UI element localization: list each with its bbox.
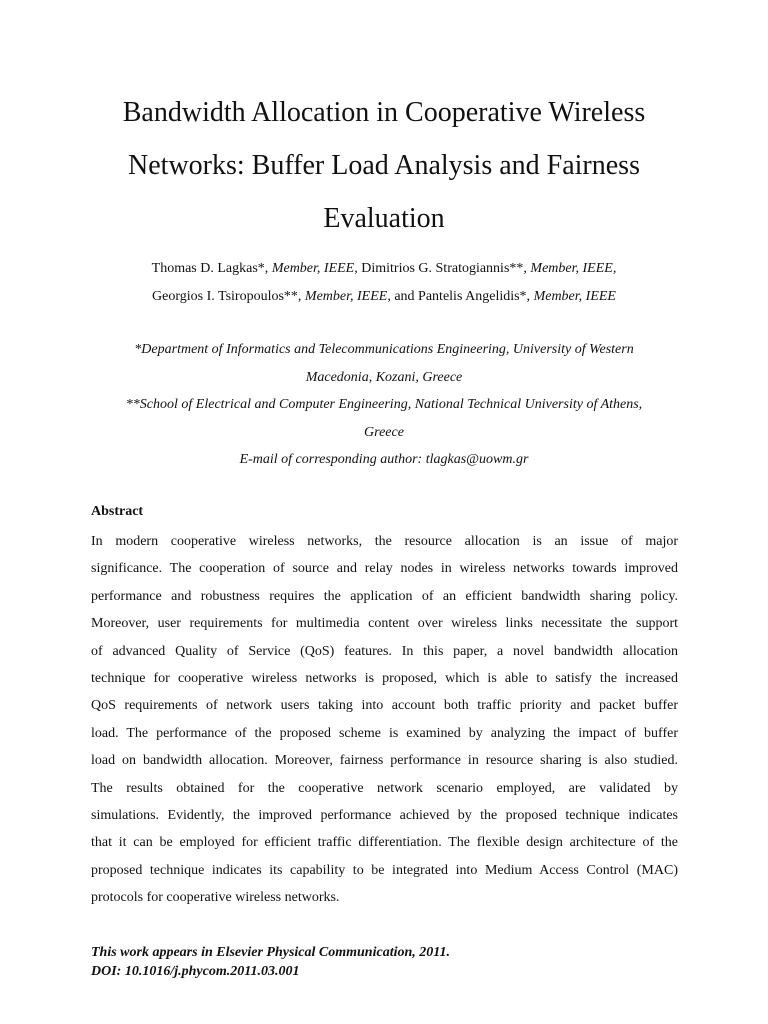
abstract-line: technique for cooperative wireless networks is proposed, which is able to satisfy the increased: [91, 670, 678, 686]
corresponding-email: E-mail of corresponding author: tlagkas@uowm.gr: [239, 452, 529, 467]
abstract-line: QoS requirements of network users taking into account both traffic priority and packet buffer: [91, 698, 678, 714]
abstract-line: Moreover, user requirements for multimedia content over wireless links necessitate the support: [91, 616, 678, 632]
abstract-line: significance. The cooperation of source and relay nodes in wireless networks towards improved: [91, 561, 678, 577]
abstract-line: In modern cooperative wireless networks, the resource allocation is an issue of major: [91, 534, 678, 549]
author-name: Georgios I. Tsiropoulos**,: [152, 289, 305, 304]
publication-venue: This work appears in Elsevier Physical Communication, 2011.: [91, 945, 450, 960]
author-role: Member, IEEE: [533, 289, 616, 304]
affiliations: [60, 336, 708, 474]
abstract-line: performance and robustness requires the application of an efficient bandwidth sharing policy.: [91, 588, 678, 604]
author-name: , and Pantelis Angelidis*,: [387, 289, 534, 304]
title-line: Networks: Buffer Load Analysis and Fairness: [128, 150, 640, 181]
abstract-line: that it can be employed for efficient traffic differentiation. The flexible design architecture of the: [91, 835, 678, 851]
author-role: Member, IEEE: [304, 289, 388, 304]
author-name: Thomas D. Lagkas*,: [151, 261, 272, 276]
affiliation-line: Greece: [364, 424, 404, 440]
author-line: [40, 255, 728, 283]
abstract-line: load. The performance of the proposed scheme is examined by analyzing the impact of buffer: [91, 725, 678, 741]
abstract-body: [91, 528, 678, 911]
affiliation-line: Macedonia, Kozani, Greece: [305, 369, 463, 385]
author-role: Member, IEEE: [271, 261, 355, 276]
author-list: [40, 255, 728, 311]
author-name: , Dimitrios G. Stratogiannis**,: [354, 261, 531, 276]
abstract-line: of advanced Quality of Service (QoS) features. In this paper, a novel bandwidth allocation: [91, 643, 678, 659]
abstract-line: proposed technique indicates its capability to be integrated into Medium Access Control (MAC): [91, 862, 678, 878]
affiliation-line: **School of Electrical and Computer Engineering, National Technical University of Athens,: [125, 397, 643, 412]
abstract-line: The results obtained for the cooperative network scenario employed, are validated by: [91, 780, 678, 796]
abstract-line: load on bandwidth allocation. Moreover, fairness performance in resource sharing is also studied.: [91, 753, 678, 769]
doi: DOI: 10.1016/j.phycom.2011.03.001: [91, 964, 300, 979]
author-role: Member, IEEE,: [530, 261, 617, 276]
abstract-line: simulations. Evidently, the improved performance achieved by the proposed technique indicates: [91, 807, 678, 823]
title-line: Bandwidth Allocation in Cooperative Wireless: [122, 97, 646, 128]
title-line: Evaluation: [323, 203, 445, 234]
abstract-line: protocols for cooperative wireless networks.: [91, 890, 340, 906]
abstract-heading: Abstract: [91, 504, 144, 519]
author-line: [40, 283, 728, 311]
publication-note: [91, 943, 450, 981]
paper-title: [60, 86, 708, 245]
affiliation-line: *Department of Informatics and Telecommunications Engineering, University of Western: [134, 342, 634, 357]
